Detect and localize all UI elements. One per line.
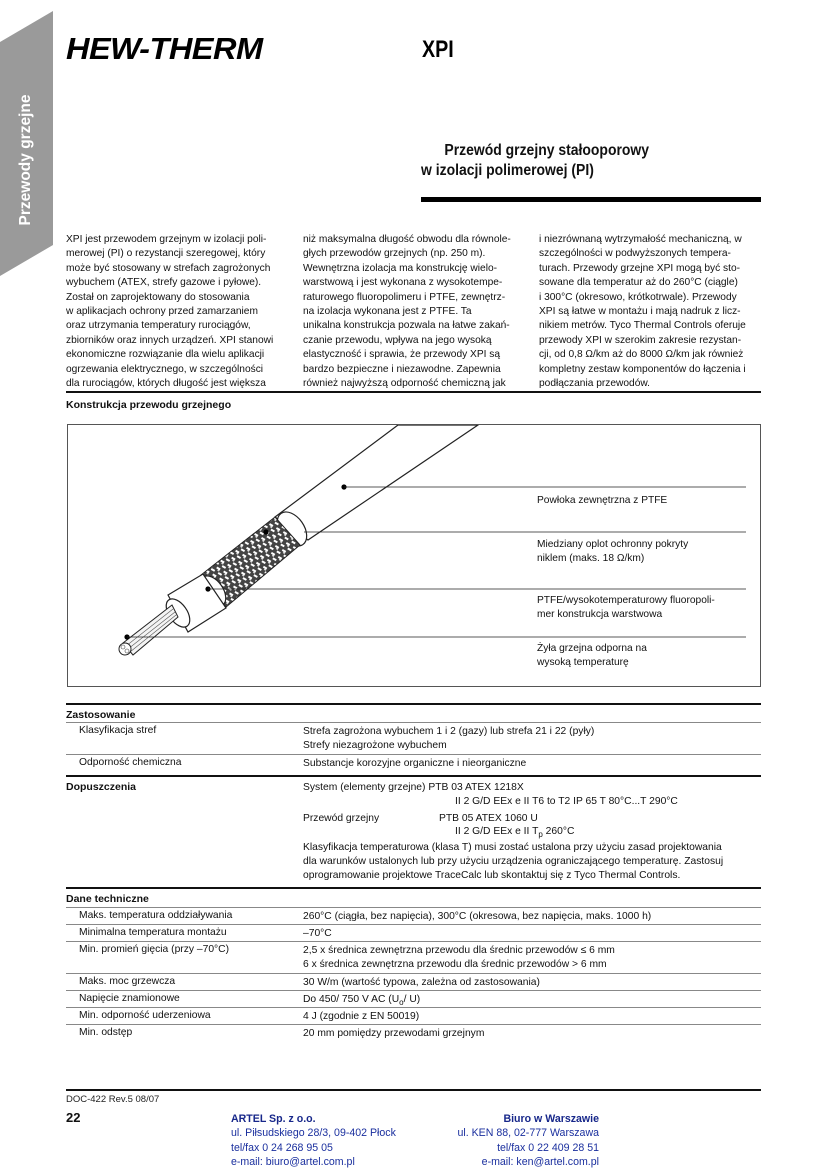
product-code: XPI xyxy=(422,36,454,63)
spec-value: 2,5 x średnica zewnętrzna przewodu dla średnic przewodów ≤ 6 mm 6 x średnica zewnętrzna przewodu dla średnic przewodów > 6 mm xyxy=(303,945,615,971)
brand-logo: HEW-THERM xyxy=(66,31,263,66)
callout-outer-jacket: Powłoka zewnętrzna z PTFE xyxy=(537,495,668,506)
row-rule xyxy=(66,722,761,723)
spec-value: 20 mm pomiędzy przewodami grzejnym xyxy=(303,1028,485,1039)
section-tab xyxy=(0,0,53,280)
row-rule xyxy=(66,924,761,925)
footer-rule xyxy=(66,1089,761,1091)
intro-column-2: niż maksymalna długość obwodu dla równole- głych przewodów grzejnych (np. 250 m). Wewnętrzna izolacja ma konstrukcję wielo- warstwową i jest wykonana z wysokotempe- raturowego fluoropolimeru i PTFE, zewnętrz- na izolacja wykonana jest z PTFE. Ta unikalna konstrukcja pozwala na łatwe zakań- czanie przewodu, wpływa na jego wysoką elastyczność i sprawia, że przewody XPI są bardzo bezpieczne i niezawodne. Zapewnia również najwyższą odporność chemiczną jak xyxy=(303,234,511,390)
spec-label: Klasyfikacja stref xyxy=(79,725,157,736)
spec-value: 260°C (ciągła, bez napięcia), 300°C (okresowa, bez napięcia, maks. 1000 h) xyxy=(303,911,652,922)
construction-title: Konstrukcja przewodu grzejnego xyxy=(66,399,232,411)
spec-label: Napięcie znamionowe xyxy=(79,993,180,1004)
page-number: 22 xyxy=(66,1110,81,1125)
spec-label: Minimalna temperatura montażu xyxy=(79,927,227,938)
row-rule xyxy=(66,941,761,942)
email-link[interactable]: e-mail: biuro@artel.com.pl xyxy=(231,1156,355,1169)
row-rule xyxy=(66,754,761,755)
email-link[interactable]: e-mail: ken@artel.com.pl xyxy=(481,1156,599,1169)
application-title: Zastosowanie xyxy=(66,709,136,721)
approval-cable-label: Przewód grzejny xyxy=(303,813,380,824)
spec-label: Maks. moc grzewcza xyxy=(79,976,176,987)
document-reference: DOC-422 Rev.5 08/07 xyxy=(66,1094,160,1105)
approval-note: Klasyfikacja temperaturowa (klasa T) musi zostać ustalona przy użyciu zasad projektowania dla warunków ustalonych lub przy użyciu urządzenia ograniczającego temperaturę. Zastosuj oprogramowanie projektowe TraceCalc lub skontaktuj się z Tyco Thermal Controls. xyxy=(303,842,724,882)
row-rule xyxy=(66,973,761,974)
spec-value: 4 J (zgodnie z EN 50019) xyxy=(303,1011,420,1022)
cable-diagram xyxy=(67,424,761,687)
row-rule xyxy=(66,1007,761,1008)
approvals-title: Dopuszczenia xyxy=(66,781,137,793)
intro-column-3: i niezrównaną wytrzymałość mechaniczną, w szczególności w podwyższonych tempera- turach. Przewody grzejne XPI mogą być sto- sowane dla temperatur aż do 260°C (ciągle) i 300°C (okresowo, krótkotrwale). Przewody XPI są łatwe w montażu i mają nadruk z licz- nikiem metrów. Tyco Thermal Controls oferuje przewody XPI w szerokim zakresie rezystan- cji, od 0,8 Ω/km aż do 8000 Ω/km jak również kompletny zestaw komponentów do łączenia i podłączania przewodów. xyxy=(539,234,746,390)
row-rule xyxy=(66,907,761,908)
callout-inner-insulation: PTFE/wysokotemperaturowy fluoropoli- mer konstrukcja warstwowa xyxy=(537,595,715,620)
spec-value: Strefa zagrożona wybuchem 1 i 2 (gazy) lub strefa 21 i 22 (pyły) Strefy niezagrożone wybuchem xyxy=(303,726,595,752)
row-rule xyxy=(66,990,761,991)
spec-label: Odporność chemiczna xyxy=(79,757,182,768)
callout-braid: Miedziany oplot ochronny pokryty niklem (maks. 18 Ω/km) xyxy=(537,539,689,564)
spec-value: –70°C xyxy=(303,928,332,939)
approval-cable-marking: II 2 G/D EEx e II $T_p$ 260°C xyxy=(455,826,575,839)
office-address-plock: ARTEL Sp. z o.o. ul. Piłsudskiego 28/3, 09-402 Płock tel/fax 0 24 268 95 05 e-mail: biuro@artel.com.pl xyxy=(231,1113,396,1169)
approval-cable-cert: PTB 05 ATEX 1060 U xyxy=(439,813,538,824)
spec-value: Do 450/ 750 V AC ($U_o/$ U) xyxy=(303,994,421,1007)
row-rule xyxy=(66,1024,761,1025)
office-address-warszawa: Biuro w Warszawie ul. KEN 88, 02-777 Warszawa tel/fax 0 22 409 28 51 e-mail: ken@artel.com.pl xyxy=(455,1112,599,1169)
spec-label: Min. odstęp xyxy=(79,1027,133,1038)
page-title: Przewód grzejny stałooporowy w izolacji polimerowej (PI) xyxy=(421,142,650,179)
callout-conductor: Żyła grzejna odporna na wysoką temperaturę xyxy=(537,643,647,668)
section-rule xyxy=(66,391,761,393)
spec-value: Substancje korozyjne organiczne i nieorganiczne xyxy=(303,758,527,769)
section-rule xyxy=(66,703,761,705)
intro-column-1: XPI jest przewodem grzejnym w izolacji poli- merowej (PI) o rezystancji szeregowej, który może być stosowany w strefach zagrożonych wybuchem (ATEX, strefy gazowe i pyłowe). Został on zaprojektowany do stosowania w aplikacjach ochrony przed zamarzaniem oraz utrzymania temperatury rurociągów, zbiorników oraz innych urządzeń. XPI stanowi ekonomiczne rozwiązanie dla wielu aplikacji ogrzewania elektrycznego, w szczególności dla rurociągów, których długość jest większa xyxy=(66,234,274,390)
section-rule xyxy=(66,775,761,777)
section-rule xyxy=(66,887,761,889)
spec-label: Maks. temperatura oddziaływania xyxy=(79,910,233,921)
spec-value: 30 W/m (wartość typowa, zależna od zastosowania) xyxy=(303,977,540,988)
approval-system-marking: II 2 G/D EEx e II T6 to T2 IP 65 T 80°C...T 290°C xyxy=(455,796,678,807)
title-rule xyxy=(421,197,761,202)
section-tab-label: Przewody grzejne xyxy=(17,94,34,226)
technical-title: Dane techniczne xyxy=(66,893,149,905)
approval-system: System (elementy grzejne) PTB 03 ATEX 1218X xyxy=(303,782,524,793)
spec-label: Min. odporność uderzeniowa xyxy=(79,1010,211,1021)
spec-label: Min. promień gięcia (przy –70°C) xyxy=(79,944,230,955)
